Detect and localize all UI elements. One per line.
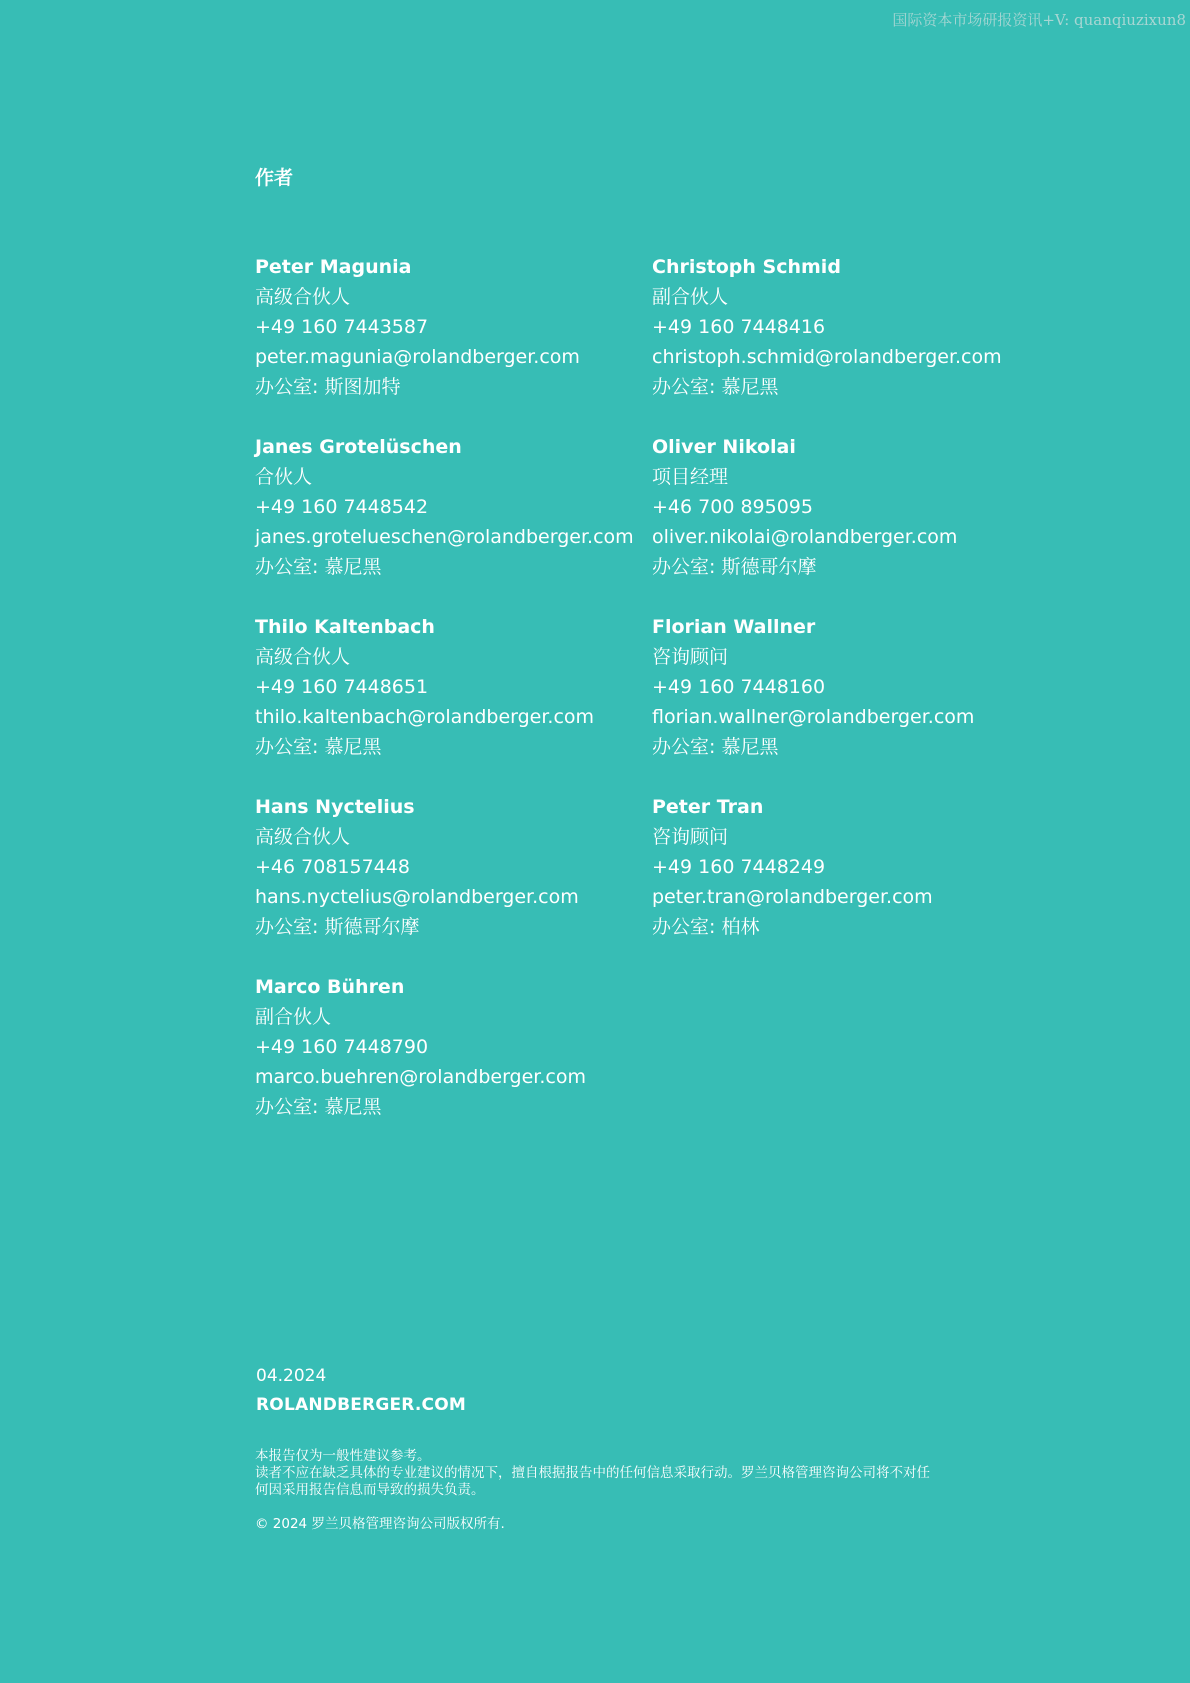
author-card	[255, 432, 652, 582]
author-phone: +46 708157448	[255, 856, 410, 878]
author-title: 项目经理	[652, 466, 729, 488]
author-name: Peter Tran	[652, 796, 764, 818]
author-card	[255, 792, 652, 942]
author-email[interactable]: peter.tran@rolandberger.com	[652, 886, 933, 908]
author-email[interactable]: christoph.schmid@rolandberger.com	[652, 346, 1002, 368]
author-office: 办公室: 柏林	[652, 916, 760, 938]
author-phone: +49 160 7448790	[255, 1036, 429, 1058]
author-card	[255, 252, 652, 402]
author-card	[652, 432, 1015, 582]
author-name: Florian Wallner	[652, 616, 816, 638]
author-email[interactable]: oliver.nikolai@rolandberger.com	[652, 526, 958, 548]
author-title: 副合伙人	[652, 286, 729, 308]
publication-date: 04.2024	[256, 1366, 327, 1386]
author-title: 副合伙人	[255, 1006, 332, 1028]
author-phone: +49 160 7448542	[255, 496, 429, 518]
section-title: 作者	[255, 167, 294, 189]
author-email[interactable]: marco.buehren@rolandberger.com	[255, 1066, 586, 1088]
author-office: 办公室: 斯德哥尔摩	[652, 556, 817, 578]
author-name: Christoph Schmid	[652, 256, 841, 278]
author-card	[255, 612, 652, 762]
author-title: 咨询顾问	[652, 646, 729, 668]
author-card	[652, 252, 1015, 402]
author-phone: +49 160 7443587	[255, 316, 429, 338]
author-title: 咨询顾问	[652, 826, 729, 848]
disclaimer-line: 本报告仅为一般性建议参考。	[255, 1448, 431, 1464]
author-name: Thilo Kaltenbach	[255, 616, 435, 638]
author-card	[652, 792, 1015, 942]
author-phone: +49 160 7448651	[255, 676, 429, 698]
author-office: 办公室: 慕尼黑	[255, 1096, 382, 1118]
author-name: Janes Grotelüschen	[255, 436, 462, 458]
website-link[interactable]: ROLANDBERGER.COM	[256, 1395, 467, 1415]
author-phone: +49 160 7448416	[652, 316, 826, 338]
disclaimer-line: 读者不应在缺乏具体的专业建议的情况下，擅自根据报告中的任何信息采取行动。罗兰贝格管理咨询公司将不对任	[255, 1465, 930, 1481]
author-email[interactable]: janes.grotelueschen@rolandberger.com	[255, 526, 634, 548]
author-office: 办公室: 斯德哥尔摩	[255, 916, 420, 938]
author-email[interactable]: florian.wallner@rolandberger.com	[652, 706, 975, 728]
author-office: 办公室: 慕尼黑	[255, 556, 382, 578]
author-email[interactable]: hans.nyctelius@rolandberger.com	[255, 886, 579, 908]
disclaimer-line: 何因采用报告信息而导致的损失负责。	[255, 1482, 485, 1498]
author-office: 办公室: 慕尼黑	[652, 376, 779, 398]
disclaimer	[255, 1448, 975, 1499]
author-name: Peter Magunia	[255, 256, 412, 278]
footer	[255, 1364, 975, 1533]
author-office: 办公室: 慕尼黑	[652, 736, 779, 758]
author-name: Oliver Nikolai	[652, 436, 796, 458]
author-card	[652, 612, 1015, 762]
author-phone: +46 700 895095	[652, 496, 813, 518]
author-office: 办公室: 慕尼黑	[255, 736, 382, 758]
author-title: 高级合伙人	[255, 826, 351, 848]
author-card	[255, 972, 652, 1122]
author-name: Marco Bühren	[255, 976, 405, 998]
author-office: 办公室: 斯图加特	[255, 376, 401, 398]
author-email[interactable]: peter.magunia@rolandberger.com	[255, 346, 580, 368]
author-title: 合伙人	[255, 466, 313, 488]
authors-grid	[255, 252, 1015, 1122]
author-name: Hans Nyctelius	[255, 796, 415, 818]
author-email[interactable]: thilo.kaltenbach@rolandberger.com	[255, 706, 595, 728]
author-title: 高级合伙人	[255, 646, 351, 668]
author-title: 高级合伙人	[255, 286, 351, 308]
copyright: © 2024 罗兰贝格管理咨询公司版权所有.	[255, 1516, 505, 1532]
author-phone: +49 160 7448160	[652, 676, 826, 698]
watermark-text: 国际资本市场研报资讯+V: quanqiuzixun8	[892, 11, 1186, 29]
author-phone: +49 160 7448249	[652, 856, 826, 878]
